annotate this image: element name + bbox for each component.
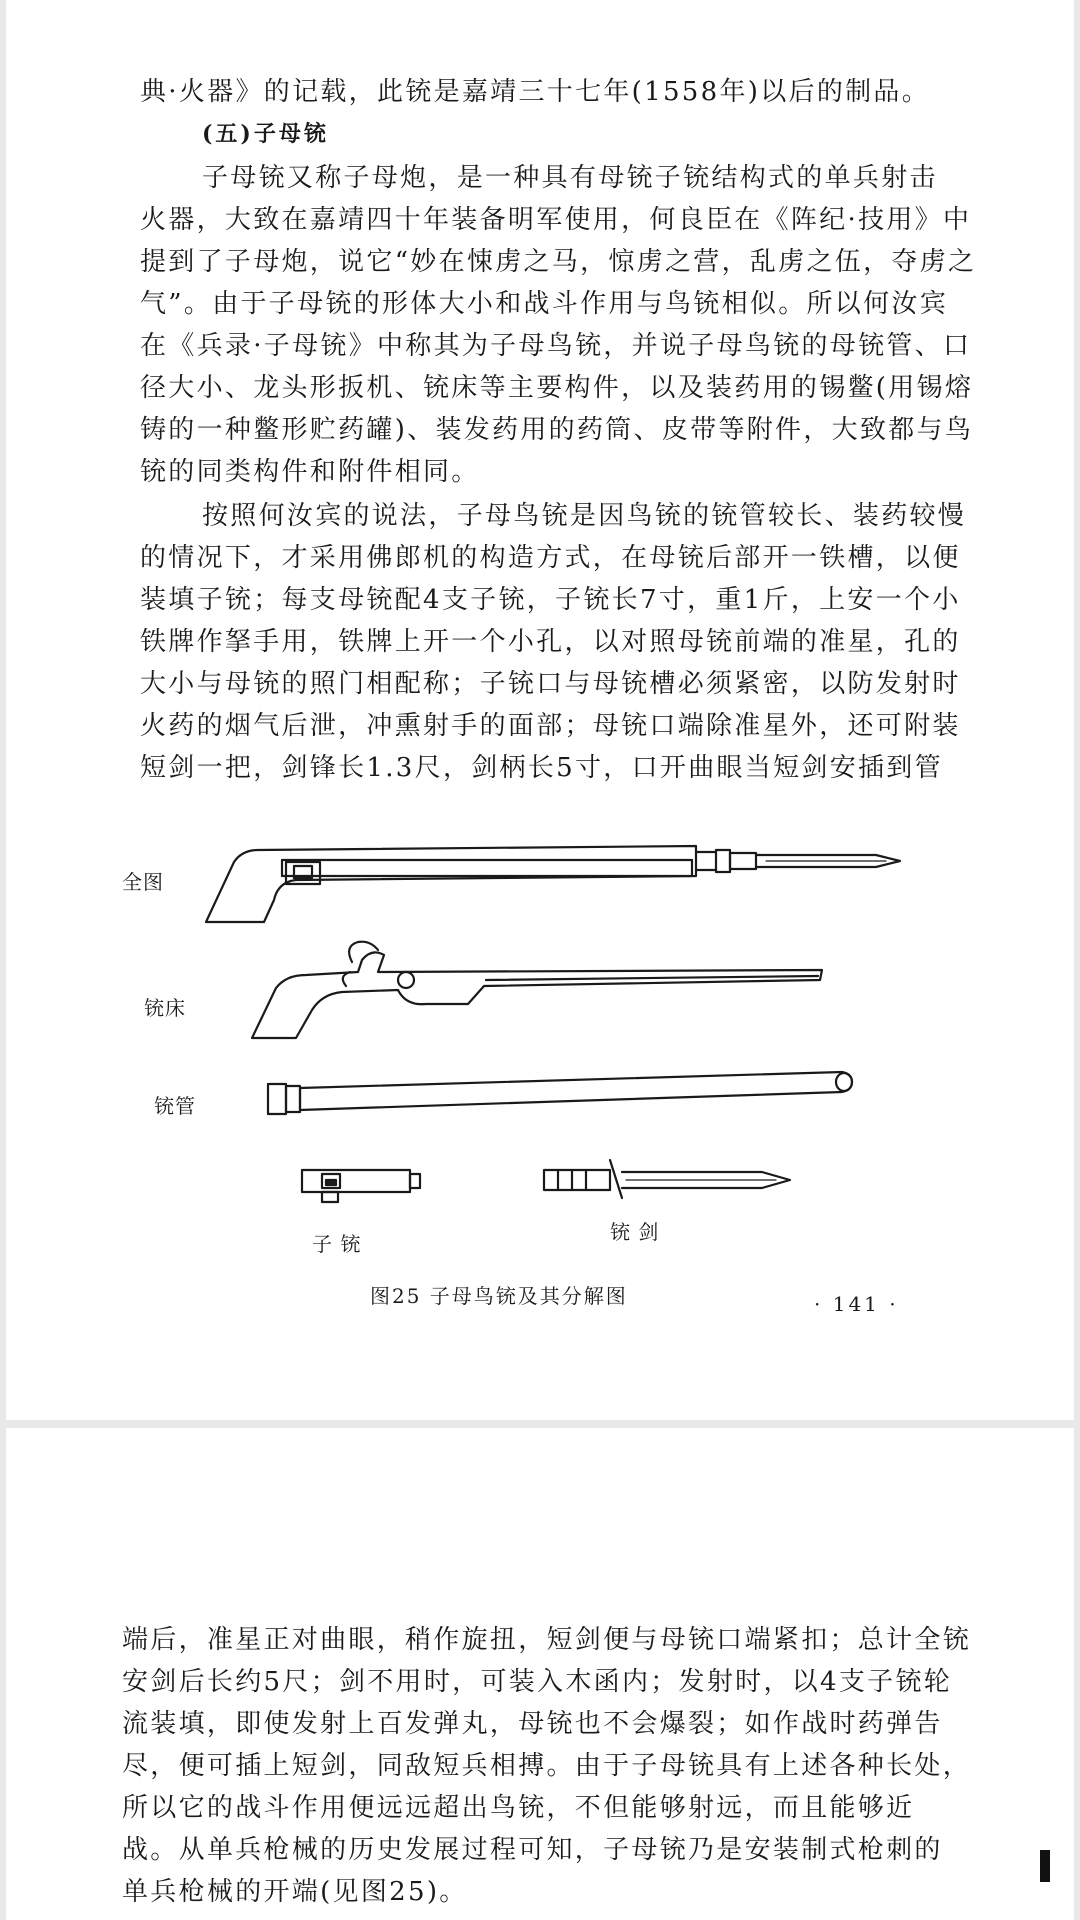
barrel-drawing [268,1072,852,1114]
text-line: 流装填，即使发射上百发弹丸，母铳也不会爆裂；如作战时药弹告 [122,1709,943,1739]
text-line: 火药的烟气后泄，冲熏射手的面部；母铳口端除准星外，还可附装 [140,711,961,741]
full-gun-drawing [206,846,900,922]
text-line: 火器，大致在嘉靖四十年装备明军使用，何良臣在《阵纪·技用》中 [140,205,972,235]
text-line: 尽，便可插上短剑，同敌短兵相搏。由于子母铳具有上述各种长处， [122,1751,972,1781]
text-line: 径大小、龙头形扳机、铳床等主要构件，以及装药用的锡鳖(用锡熔 [140,373,974,403]
text-line: 铸的一种鳖形贮药罐)、装发药用的药筒、皮带等附件，大致都与鸟 [140,415,974,445]
label-sub-gun: 子 铳 [312,1232,362,1256]
text-line: 铁牌作拏手用，铁牌上开一个小孔，以对照母铳前端的准星，孔的 [140,627,961,657]
text-line: 气”。由于子母铳的形体大小和战斗作用与鸟铳相似。所以何汝宾 [140,289,948,319]
text-line: 装填子铳；每支母铳配4支子铳，子铳长7寸，重1斤，上安一个小 [140,585,961,615]
figure-caption: 图25 子母鸟铳及其分解图 [370,1284,628,1308]
text-line: 提到了子母炮，说它“妙在悚虏之马，惊虏之营，乱虏之伍，夺虏之 [140,247,977,277]
text-line: 的情况下，才采用佛郎机的构造方式，在母铳后部开一铁槽，以便 [140,543,961,573]
label-bayonet: 铳 剑 [610,1220,660,1244]
label-full-view: 全图 [122,870,164,894]
section-heading: (五)子母铳 [202,121,329,147]
text-line: 大小与母铳的照门相配称；子铳口与母铳槽必须紧密，以防发射时 [140,669,961,699]
text-line: 所以它的战斗作用便远远超出鸟铳，不但能够射远，而且能够近 [122,1793,915,1823]
scan-artifact [1040,1850,1050,1882]
text-line: 按照何汝宾的说法，子母鸟铳是因鸟铳的铳管较长、装药较慢 [202,501,967,531]
label-barrel: 铳管 [154,1094,196,1118]
text-line: 铳的同类构件和附件相同。 [140,457,480,487]
text-line: 子母铳又称子母炮，是一种具有母铳子铳结构式的单兵射击 [202,163,938,193]
text-line: 端后，准星正对曲眼，稍作旋扭，短剑便与母铳口端紧扣；总计全铳 [122,1625,972,1655]
sub-gun-drawing [302,1170,420,1202]
page-number: · 141 · [814,1292,899,1316]
book-page-142 [6,1428,1074,1920]
figure-25-illustration [6,0,1074,1420]
stock-drawing [252,942,822,1038]
text-line: 典·火器》的记载，此铳是嘉靖三十七年(1558年)以后的制品。 [140,77,931,107]
text-line: 单兵枪械的开端(见图25)。 [122,1877,468,1907]
bayonet-drawing [544,1160,790,1198]
text-line: 安剑后长约5尺；剑不用时，可装入木函内；发射时，以4支子铳轮 [122,1667,953,1697]
text-line: 在《兵录·子母铳》中称其为子母鸟铳，并说子母鸟铳的母铳管、口 [140,331,972,361]
label-stock: 铳床 [144,996,186,1020]
text-line: 战。从单兵枪械的历史发展过程可知，子母铳乃是安装制式枪刺的 [122,1835,943,1865]
book-page-141 [6,0,1074,1420]
text-line: 短剑一把，剑锋长1.3尺，剑柄长5寸，口开曲眼当短剑安插到管 [140,753,943,783]
